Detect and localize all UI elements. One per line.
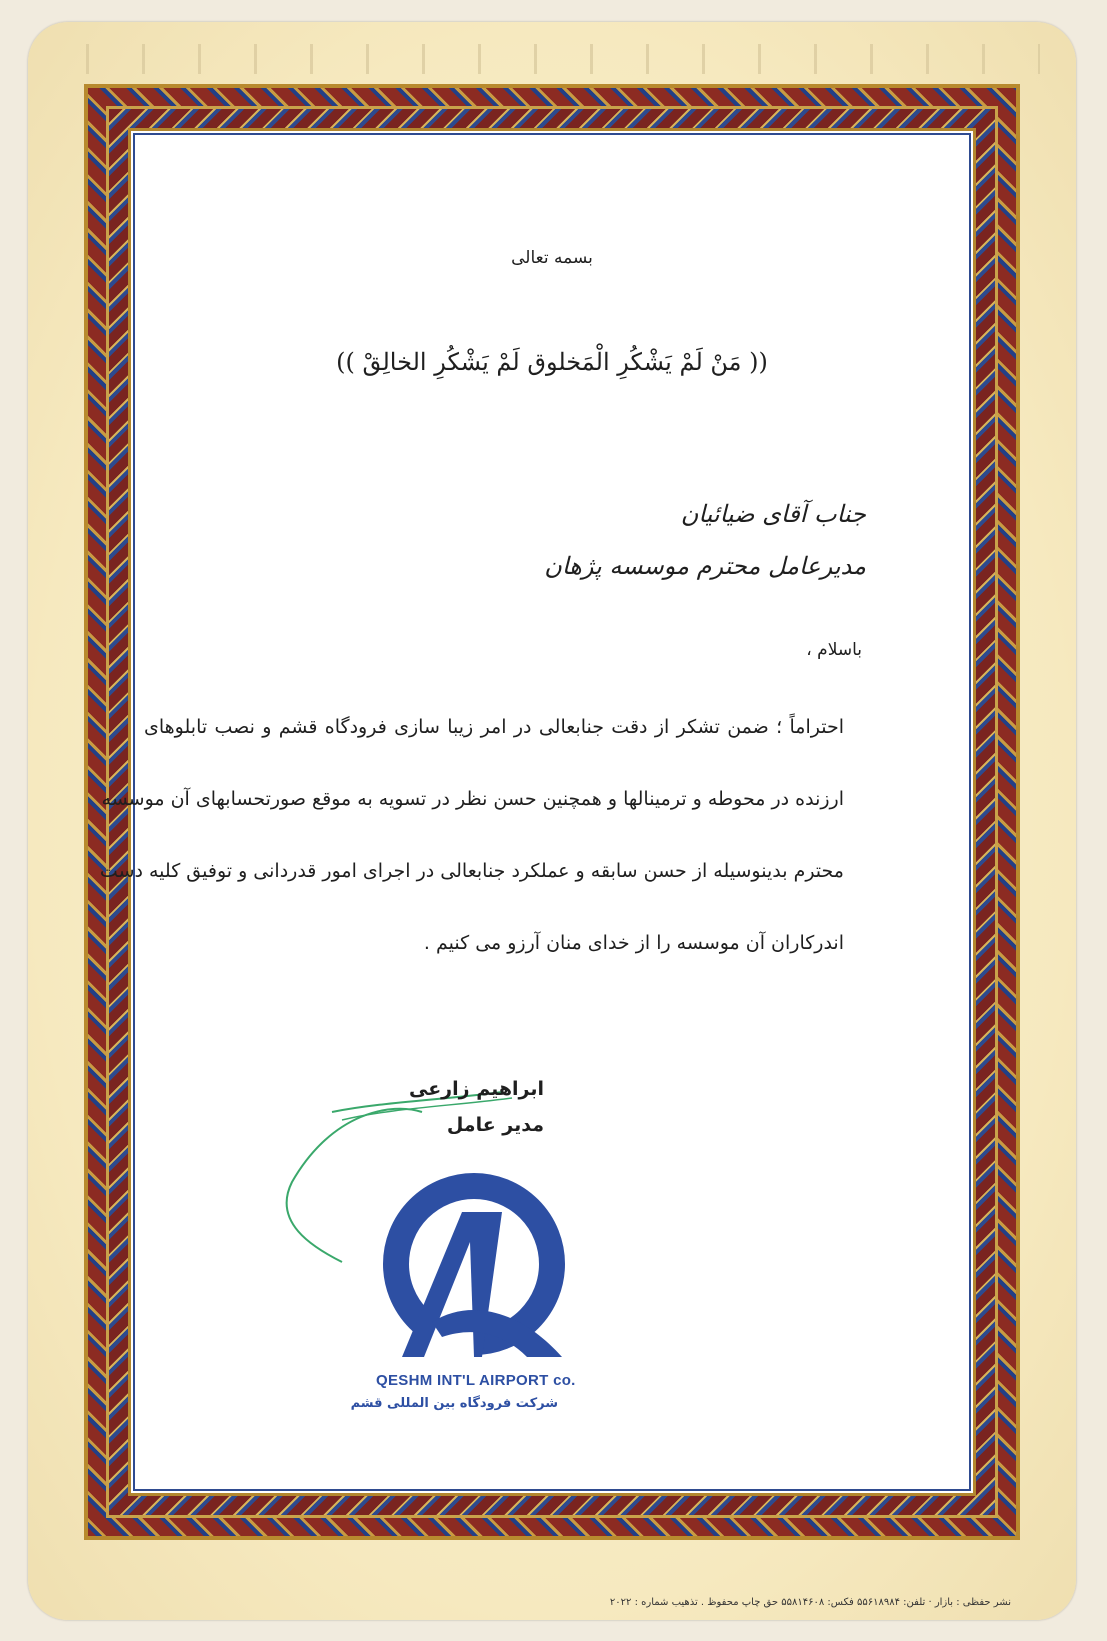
signatory-name: ابراهیم زارعی (408, 1078, 544, 1100)
top-ornament (60, 44, 1040, 74)
printer-footer: نشر حفظی : بازار · تلفن: ۵۵۶۱۸۹۸۴ فکس: ۵۵۸۱۴۶۰۸ حق چاپ محفوظ . تذهیب شماره : ۲۰۲۲ (609, 1597, 1011, 1608)
basmala: بسمه تعالی (511, 248, 593, 268)
letter-content (99, 142, 962, 1482)
addressee-title: مدیرعامل محترم موسسه پژهان (544, 552, 866, 580)
greeting: باسلام ، (806, 640, 862, 660)
logo-english-text: QESHM INT'L AIRPORT co. (376, 1372, 576, 1389)
logo-persian-text: شرکت فرودگاه بین المللی قشم (350, 1396, 558, 1411)
body-line: محترم بدینوسیله از حسن سابقه و عملکرد جنابعالی در اجرای امور قدردانی و توفیق کلیه دست (99, 860, 844, 882)
signatory-title: مدیر عامل (446, 1114, 544, 1136)
verse-heading: (( مَنْ لَمْ يَشْكُرِ الْمَخلوق لَمْ يَشْكُرِ الخالِقْ )) (336, 348, 768, 376)
airport-logo-icon (362, 1172, 582, 1372)
body-line: ارزنده در محوطه و ترمینالها و همچنین حسن نظر در تسویه به موقع صورتحسابهای آن موسسه (101, 788, 844, 810)
addressee-name: جناب آقای ضیائیان (680, 500, 866, 528)
body-line: اندرکاران آن موسسه را از خدای منان آرزو می کنیم . (423, 932, 844, 954)
body-line: احتراماً ؛ ضمن تشکر از دقت جنابعالی در امر زیبا سازی فرودگاه قشم و نصب تابلوهای (144, 716, 844, 738)
